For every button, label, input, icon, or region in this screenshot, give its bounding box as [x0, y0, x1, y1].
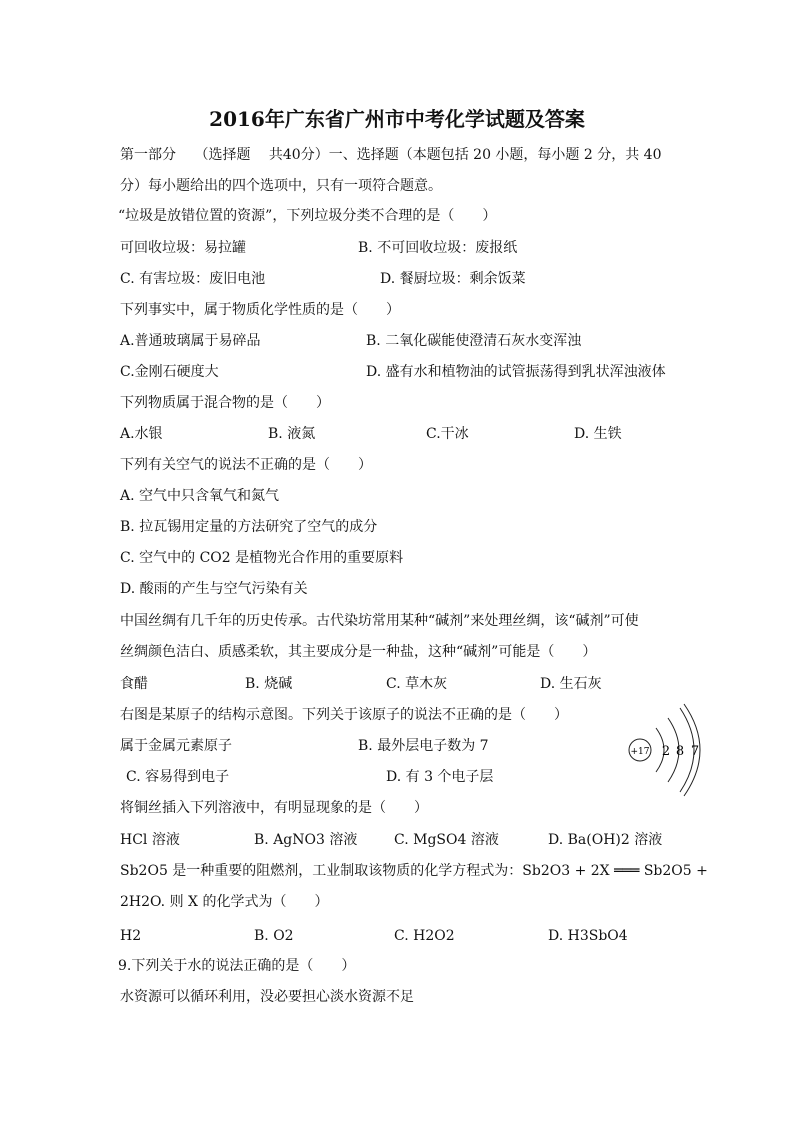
atomic-structure-diagram [620, 700, 730, 810]
shell-3-electrons: 7 [690, 744, 700, 759]
intro-line-2: 分）每小题给出的四个选项中，只有一项符合题意。 [120, 178, 442, 194]
q8-option-c: C. H2O2 [394, 928, 455, 944]
q3-option-b: B. 液氮 [268, 426, 316, 442]
q1-option-a: 可回收垃圾：易拉罐 [120, 240, 246, 256]
q2-option-c: C.金刚石硬度大 [120, 364, 219, 380]
q9-stem: 9.下列关于水的说法正确的是（ ） [118, 958, 356, 974]
q7-option-b: B. AgNO3 溶液 [254, 832, 358, 848]
q4-option-d: D. 酸雨的产生与空气污染有关 [120, 581, 308, 597]
q4-stem: 下列有关空气的说法不正确的是（ ） [120, 457, 372, 473]
q6-option-a: 属于金属元素原子 [120, 738, 232, 754]
q1-option-b: B. 不可回收垃圾：废报纸 [358, 240, 518, 256]
q2-option-a: A.普通玻璃属于易碎品 [120, 333, 261, 349]
q6-option-b: B. 最外层电子数为 7 [358, 738, 489, 754]
q5-option-c: C. 草木灰 [386, 676, 448, 692]
q7-option-c: C. MgSO4 溶液 [394, 832, 499, 848]
q8-stem-line-2: 2H2O. 则 X 的化学式为（ ） [120, 894, 329, 910]
q5-option-b: B. 烧碱 [245, 676, 293, 692]
q7-option-a: HCl 溶液 [120, 832, 180, 848]
q8-stem-line-1: Sb2O5 是一种重要的阻燃剂，工业制取该物质的化学方程式为：Sb2O3 + 2X ═══ Sb2O5 + [120, 863, 708, 879]
q7-stem: 将铜丝插入下列溶液中，有明显现象的是（ ） [120, 800, 428, 816]
page-title: 2016年广东省广州市中考化学试题及答案 [209, 107, 585, 131]
q5-stem-line-1: 中国丝绸有几千年的历史传承。古代染坊常用某种“碱剂”来处理丝绸，该“碱剂”可使 [120, 613, 639, 629]
q4-option-a: A. 空气中只含氧气和氮气 [120, 488, 280, 504]
q6-stem: 右图是某原子的结构示意图。下列关于该原子的说法不正确的是（ ） [120, 707, 568, 723]
q2-option-d: D. 盛有水和植物油的试管振荡得到乳状浑浊液体 [366, 364, 666, 380]
q8-option-b: B. O2 [254, 928, 294, 944]
intro-line-1: 第一部分 （选择题 共40分）一、选择题（本题包括 20 小题，每小题 2 分，共 40 [120, 147, 662, 163]
q8-option-d: D. H3SbO4 [548, 928, 628, 944]
q1-option-c: C. 有害垃圾：废旧电池 [120, 271, 266, 287]
q6-option-d: D. 有 3 个电子层 [386, 769, 494, 785]
q9-option-a: 水资源可以循环利用，没必要担心淡水资源不足 [120, 989, 414, 1005]
q4-option-b: B. 拉瓦锡用定量的方法研究了空气的成分 [120, 519, 378, 535]
q2-stem: 下列事实中，属于物质化学性质的是（ ） [120, 302, 400, 318]
q1-stem: “垃圾是放错位置的资源”，下列垃圾分类不合理的是（ ） [118, 208, 497, 224]
q7-option-d: D. Ba(OH)2 溶液 [548, 832, 663, 848]
q5-option-a: 食醋 [120, 676, 148, 692]
q4-option-c: C. 空气中的 CO2 是植物光合作用的重要原料 [120, 550, 404, 566]
q2-option-b: B. 二氧化碳能使澄清石灰水变浑浊 [366, 333, 582, 349]
q3-option-c: C.干冰 [426, 426, 469, 442]
q8-option-a: H2 [120, 928, 142, 944]
q3-option-d: D. 生铁 [574, 426, 622, 442]
q3-stem: 下列物质属于混合物的是（ ） [120, 395, 330, 411]
q1-option-d: D. 餐厨垃圾：剩余饭菜 [380, 271, 526, 287]
nucleus-charge-label: +17 [630, 747, 650, 757]
shell-1-electrons: 2 [661, 744, 671, 759]
q6-option-c: C. 容易得到电子 [126, 769, 230, 785]
q3-option-a: A.水银 [120, 426, 163, 442]
q5-option-d: D. 生石灰 [540, 676, 602, 692]
q5-stem-line-2: 丝绸颜色洁白、质感柔软，其主要成分是一种盐，这种“碱剂”可能是（ ） [120, 644, 597, 660]
shell-2-electrons: 8 [675, 744, 685, 759]
